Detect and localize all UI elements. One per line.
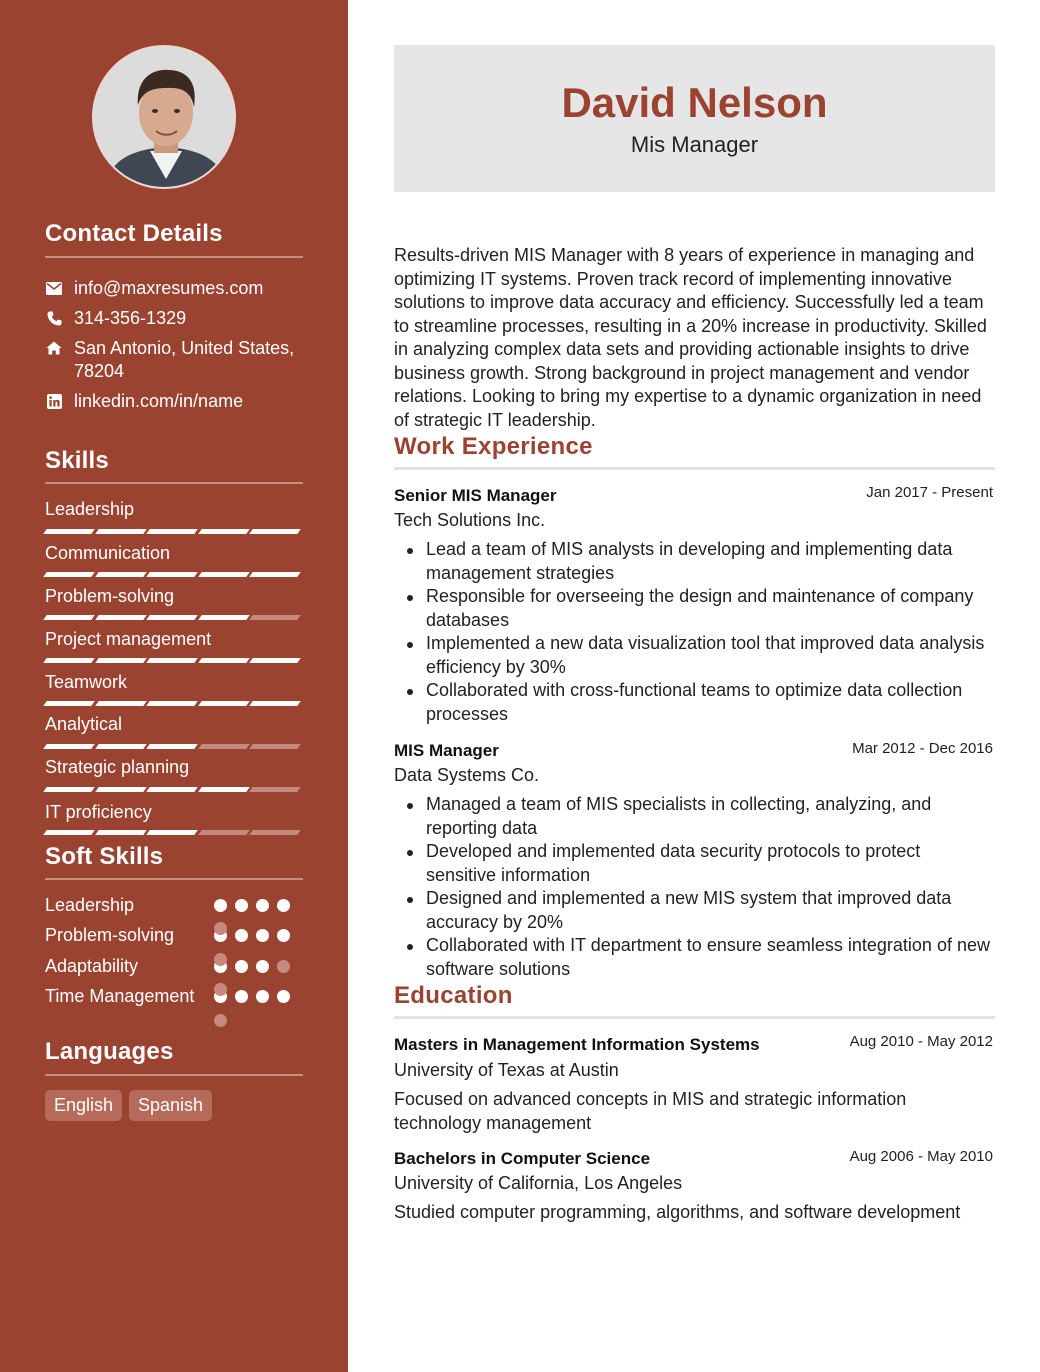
- job-bullets: [394, 538, 994, 726]
- education-divider: [394, 1016, 995, 1019]
- skill-level-segment: [249, 572, 301, 577]
- rating-dot-ghost: [214, 953, 227, 966]
- job-bullet: Developed and implemented data security protocols to protect sensitive information: [394, 840, 994, 887]
- skill-level-segment: [249, 830, 301, 835]
- skill-level-segment: [198, 615, 250, 620]
- skill-level-segment: [95, 658, 147, 663]
- job-bullets: [394, 793, 994, 981]
- skill-level-segment: [146, 830, 198, 835]
- rating-dot: [277, 929, 290, 942]
- address-line1: San Antonio, United States,: [74, 338, 295, 358]
- skill-level-bar: [45, 787, 303, 792]
- job-bullet: Designed and implemented a new MIS system that improved data accuracy by 20%: [394, 887, 994, 934]
- skill-level-segment: [43, 529, 95, 534]
- work-experience-divider: [394, 467, 995, 470]
- skills-heading: Skills: [45, 447, 109, 474]
- skill-level-segment: [249, 529, 301, 534]
- skill-level-bar: [45, 658, 303, 663]
- skill-level-segment: [249, 658, 301, 663]
- skill-level-segment: [146, 572, 198, 577]
- rating-dot: [277, 990, 290, 1003]
- soft-skill-name: Leadership: [45, 895, 135, 915]
- languages-heading: Languages: [45, 1038, 174, 1065]
- language-pill: English: [45, 1090, 122, 1121]
- job-dates: Mar 2012 - Dec 2016: [852, 740, 993, 757]
- skill-level-segment: [43, 701, 95, 706]
- education-school: University of Texas at Austin: [394, 1060, 619, 1080]
- rating-dot: [235, 960, 248, 973]
- skill-name: Teamwork: [45, 672, 128, 692]
- contact-address-text: [74, 337, 294, 383]
- skill-level-segment: [95, 787, 147, 792]
- profile-photo: [92, 45, 236, 189]
- soft-skill-rating: [214, 929, 298, 942]
- skill-level-segment: [43, 744, 95, 749]
- skill-level-segment: [95, 615, 147, 620]
- rating-dot-ghost: [214, 983, 227, 996]
- profile-summary: Results-driven MIS Manager with 8 years of experience in managing and optimizing IT systems. Proven track record of implementing innovative solutions to improve data accuracy and efficiency. Successfully led a team to streamline processes, resulting in a 20% increase in productivity. Skilled in analyzing complex data sets and providing actionable insights to drive business growth. Strong background in project management and vendor relations. Looking to bring my expertise to a dynamic organization in need of strategic IT leadership.: [394, 245, 987, 430]
- rating-dot: [277, 960, 290, 973]
- contact-address: [45, 337, 305, 383]
- skill-name: Problem-solving: [45, 586, 175, 606]
- contact-linkedin-text: linkedin.com/in/name: [74, 391, 244, 411]
- contact-divider: [45, 256, 303, 258]
- languages-divider: [45, 1074, 303, 1076]
- rating-dot: [256, 960, 269, 973]
- job-bullet: Collaborated with IT department to ensure seamless integration of new software solutions: [394, 934, 994, 981]
- envelope-icon: [45, 279, 63, 297]
- job-title: MIS Manager: [394, 741, 499, 760]
- job-company: Data Systems Co.: [394, 765, 540, 785]
- soft-skill-rating: [214, 960, 298, 973]
- skill-level-segment: [198, 658, 250, 663]
- rating-dot: [256, 990, 269, 1003]
- skill-level-segment: [146, 787, 198, 792]
- profile-photo-image: [94, 47, 236, 189]
- education-description: Focused on advanced concepts in MIS and strategic information technology management: [394, 1089, 907, 1133]
- skill-level-segment: [95, 701, 147, 706]
- rating-dot: [256, 899, 269, 912]
- skill-level-segment: [43, 658, 95, 663]
- skill-level-bar: [45, 701, 303, 706]
- job-bullet: Collaborated with cross-functional teams to optimize data collection processes: [394, 679, 994, 726]
- skill-name: Strategic planning: [45, 757, 190, 777]
- skill-level-segment: [95, 529, 147, 534]
- soft-skill-name: Adaptability: [45, 956, 139, 976]
- skill-level-segment: [95, 572, 147, 577]
- skill-level-segment: [146, 744, 198, 749]
- skill-level-segment: [43, 830, 95, 835]
- skill-name: IT proficiency: [45, 802, 152, 822]
- skill-level-bar: [45, 572, 303, 577]
- sidebar: [0, 0, 348, 1372]
- education-description: Studied computer programming, algorithms, and software development: [394, 1202, 961, 1222]
- rating-dot: [235, 899, 248, 912]
- address-line2: 78204: [74, 361, 125, 381]
- contact-email-text: info@maxresumes.com: [74, 278, 264, 298]
- skill-level-bar: [45, 529, 303, 534]
- education-school: University of California, Los Angeles: [394, 1173, 683, 1193]
- skill-level-bar: [45, 615, 303, 620]
- skill-level-segment: [249, 701, 301, 706]
- soft-skill-rating: [214, 899, 298, 912]
- phone-icon: [45, 309, 63, 327]
- soft-skills-heading: Soft Skills: [45, 843, 164, 870]
- education-heading: Education: [394, 982, 513, 1009]
- skill-level-segment: [249, 787, 301, 792]
- skill-level-segment: [249, 615, 301, 620]
- skill-level-segment: [95, 830, 147, 835]
- soft-skill-name: Time Management: [45, 986, 195, 1006]
- skill-level-segment: [146, 701, 198, 706]
- skill-level-segment: [146, 615, 198, 620]
- contact-heading: Contact Details: [45, 220, 223, 247]
- skill-name: Leadership: [45, 499, 135, 519]
- job-bullet: Responsible for overseeing the design and maintenance of company databases: [394, 585, 994, 632]
- skill-level-segment: [146, 658, 198, 663]
- skill-level-segment: [198, 701, 250, 706]
- skill-level-segment: [43, 572, 95, 577]
- skill-level-segment: [198, 830, 250, 835]
- skill-level-segment: [198, 744, 250, 749]
- skill-level-segment: [249, 744, 301, 749]
- contact-email[interactable]: [45, 277, 305, 300]
- job-company: Tech Solutions Inc.: [394, 510, 546, 530]
- job-title: Senior MIS Manager: [394, 486, 557, 505]
- job-dates: Jan 2017 - Present: [866, 484, 993, 501]
- rating-dot: [235, 929, 248, 942]
- home-icon: [45, 339, 63, 357]
- degree-title: Masters in Management Information Systems: [394, 1035, 760, 1054]
- linkedin-icon: [45, 392, 63, 410]
- skill-level-segment: [198, 787, 250, 792]
- job-bullet: Lead a team of MIS analysts in developing and implementing data management strategies: [394, 538, 994, 585]
- name-header: [394, 45, 995, 192]
- rating-dot: [214, 899, 227, 912]
- skill-level-segment: [43, 615, 95, 620]
- candidate-title: Mis Manager: [630, 132, 759, 157]
- rating-dot-ghost: [214, 922, 227, 935]
- education-dates: Aug 2006 - May 2010: [849, 1148, 993, 1165]
- contact-phone[interactable]: [45, 307, 305, 330]
- candidate-name: David Nelson: [561, 79, 828, 126]
- rating-dot: [235, 990, 248, 1003]
- soft-skills-divider: [45, 878, 303, 880]
- contact-phone-text: 314-356-1329: [74, 308, 187, 328]
- skill-level-bar: [45, 830, 303, 835]
- soft-skill-rating: [214, 990, 298, 1003]
- skill-level-segment: [43, 787, 95, 792]
- education-dates: Aug 2010 - May 2012: [849, 1033, 993, 1050]
- rating-dot-ghost: [214, 1014, 227, 1027]
- degree-title: Bachelors in Computer Science: [394, 1149, 651, 1168]
- rating-dot: [256, 929, 269, 942]
- skills-divider: [45, 482, 303, 484]
- contact-linkedin[interactable]: [45, 390, 305, 413]
- language-pill: Spanish: [129, 1090, 212, 1121]
- skill-level-segment: [198, 529, 250, 534]
- skill-name: Analytical: [45, 714, 123, 734]
- skill-name: Communication: [45, 543, 171, 563]
- job-bullet: Implemented a new data visualization tool that improved data analysis efficiency by 30%: [394, 632, 994, 679]
- skill-level-segment: [146, 529, 198, 534]
- rating-dot: [277, 899, 290, 912]
- work-experience-heading: Work Experience: [394, 433, 593, 460]
- skill-name: Project management: [45, 629, 212, 649]
- skill-level-bar: [45, 744, 303, 749]
- skill-level-segment: [198, 572, 250, 577]
- soft-skill-name: Problem-solving: [45, 925, 175, 945]
- skill-level-segment: [95, 744, 147, 749]
- job-bullet: Managed a team of MIS specialists in collecting, analyzing, and reporting data: [394, 793, 994, 840]
